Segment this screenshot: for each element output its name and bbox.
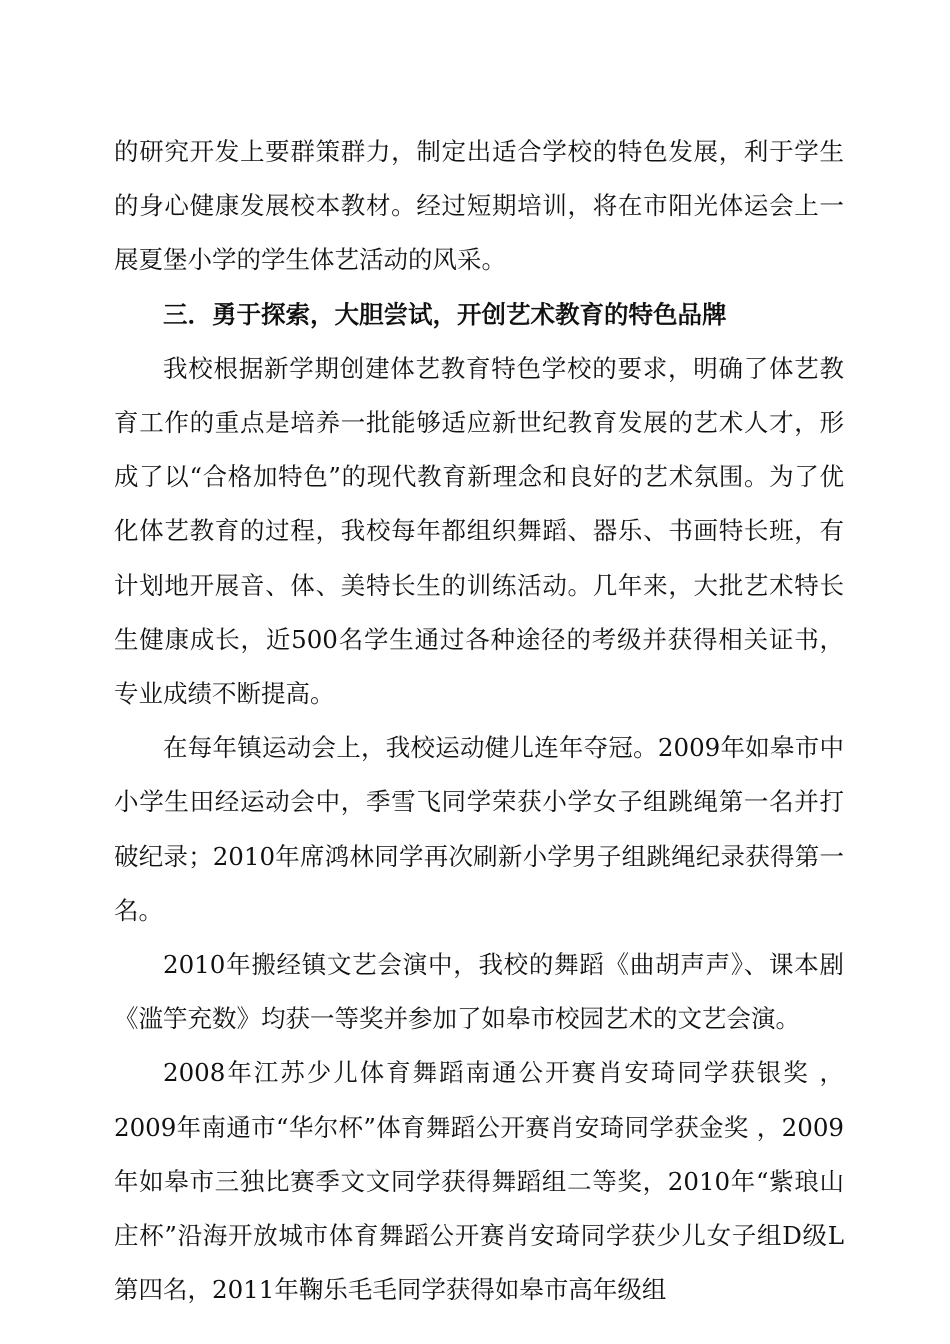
section-heading: 三．勇于探索，大胆尝试，开创艺术教育的特色品牌	[163, 299, 727, 329]
paragraph-dance-awards: 2008年江苏少儿体育舞蹈南通公开赛肖安琦同学获银奖 ，2009年南通市“华尔杯”体育舞蹈公开赛肖安琦同学获金奖 ，2009年如皋市三独比赛季文文同学获得舞蹈组二等奖，2010年“紫琅山庄杯”沿海开放城市体育舞蹈公开赛肖安琦同学获少儿女子组D级L第四名，2011年鞠乐毛毛同学获得如皋市高年级组	[114, 1058, 844, 1305]
paragraph-continuation: 的研究开发上要群策群力，制定出适合学校的特色发展，利于学生的身心健康发展校本教材。经过短期培训，将在市阳光体运会上一展夏堡小学的学生体艺活动的风采。	[114, 137, 844, 275]
paragraph-sports-meet: 在每年镇运动会上，我校运动健儿连年夺冠。2009年如皋市中小学生田经运动会中，季雪飞同学荣获小学女子组跳绳第一名并打破纪录；2010年席鸿林同学再次刷新小学男子组跳绳纪录获得第一名。	[114, 733, 844, 925]
paragraph-arts-performance: 2010年搬经镇文艺会演中，我校的舞蹈《曲胡声声》、课本剧《滥竽充数》均获一等奖并参加了如皋市校园艺术的文艺会演。	[114, 950, 844, 1034]
document-body	[114, 125, 844, 1317]
paragraph-art-education: 我校根据新学期创建体艺教育特色学校的要求，明确了体艺教育工作的重点是培养一批能够适应新世纪教育发展的艺术人才，形成了以“合格加特色”的现代教育新理念和良好的艺术氛围。为了优化体艺教育的过程，我校每年都组织舞蹈、器乐、书画特长班，有计划地开展音、体、美特长生的训练活动。几年来，大批艺术特长生健康成长，近500名学生通过各种途径的考级并获得相关证书，专业成绩不断提高。	[114, 353, 844, 709]
